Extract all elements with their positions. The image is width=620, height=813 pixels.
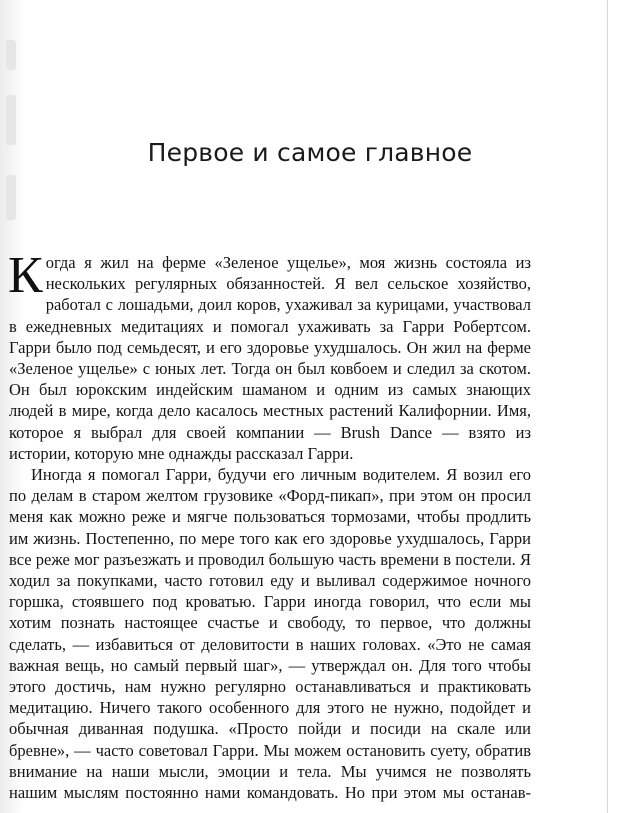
chapter-title: Первое и самое главное [147,138,473,167]
paragraph-1-text: огда я жил на ферме «Зеленое ущелье», моя жизнь состояла из нескольких регулярных обязанностей. Я вел сельское хозяйство, работал с лошадьми, доил коров, ухаживал за курицами, участвовал в ежедневных медитациях и помогал ухаживать за Гарри Робертсом. Гарри было под семьдесят, и его здоровье ухудшалось. Он жил на ферме «Зеленое ущелье» с юных лет. Тогда он был ковбоем и следил за скотом. Он был юрокским индейским шаманом и одним из самых знающих людей в мире, когда дело касалось местных растений Калифорнии. Имя, которое я выбрал для своей компании — Brush Dance — взято из истории, которую мне однажды рассказал Гарри. [9,253,531,463]
paragraph-2: Иногда я помогал Гарри, будучи его личным водителем. Я возил его по делам в старом желтом грузовике «Форд-пикап», при этом он просил меня как можно реже и мягче пользоваться тормозами, чтобы продлить им жизнь. Постепенно, по мере того как его здоровье ухудшалось, Гарри все реже мог разъезжать и проводил большую часть времени в постели. Я ходил за покупками, часто готовил еду и выливал содержимое ночного горшка, стоявшего под кроватью. Гарри иногда говорил, что если мы хотим познать настоящее счастье и свободу, то первое, что должны сделать, — избавиться от деловитости в наших головах. «Это не самая важная вещь, но самый первый шаг», — утверждал он. Для того чтобы этого достичь, нам нужно регулярно останавливаться и практиковать медитацию. Ничего такого особенного для этого не нужно, подойдет и обычная диванная подушка. «Просто пойди и посиди на скале или бревне», — часто советовал Гарри. Мы можем остановить суету, обратив внимание на наши мысли, эмоции и тела. Мы учимся не позволять нашим мыслям постоянно нами командовать. Но при этом мы останав- [9,465,531,803]
bleed-through-mark [6,40,16,70]
page-edge [607,0,608,813]
paragraph-1 [8,247,531,464]
body-text [8,247,531,803]
drop-cap: К [8,247,43,304]
bleed-through-mark [6,175,16,220]
